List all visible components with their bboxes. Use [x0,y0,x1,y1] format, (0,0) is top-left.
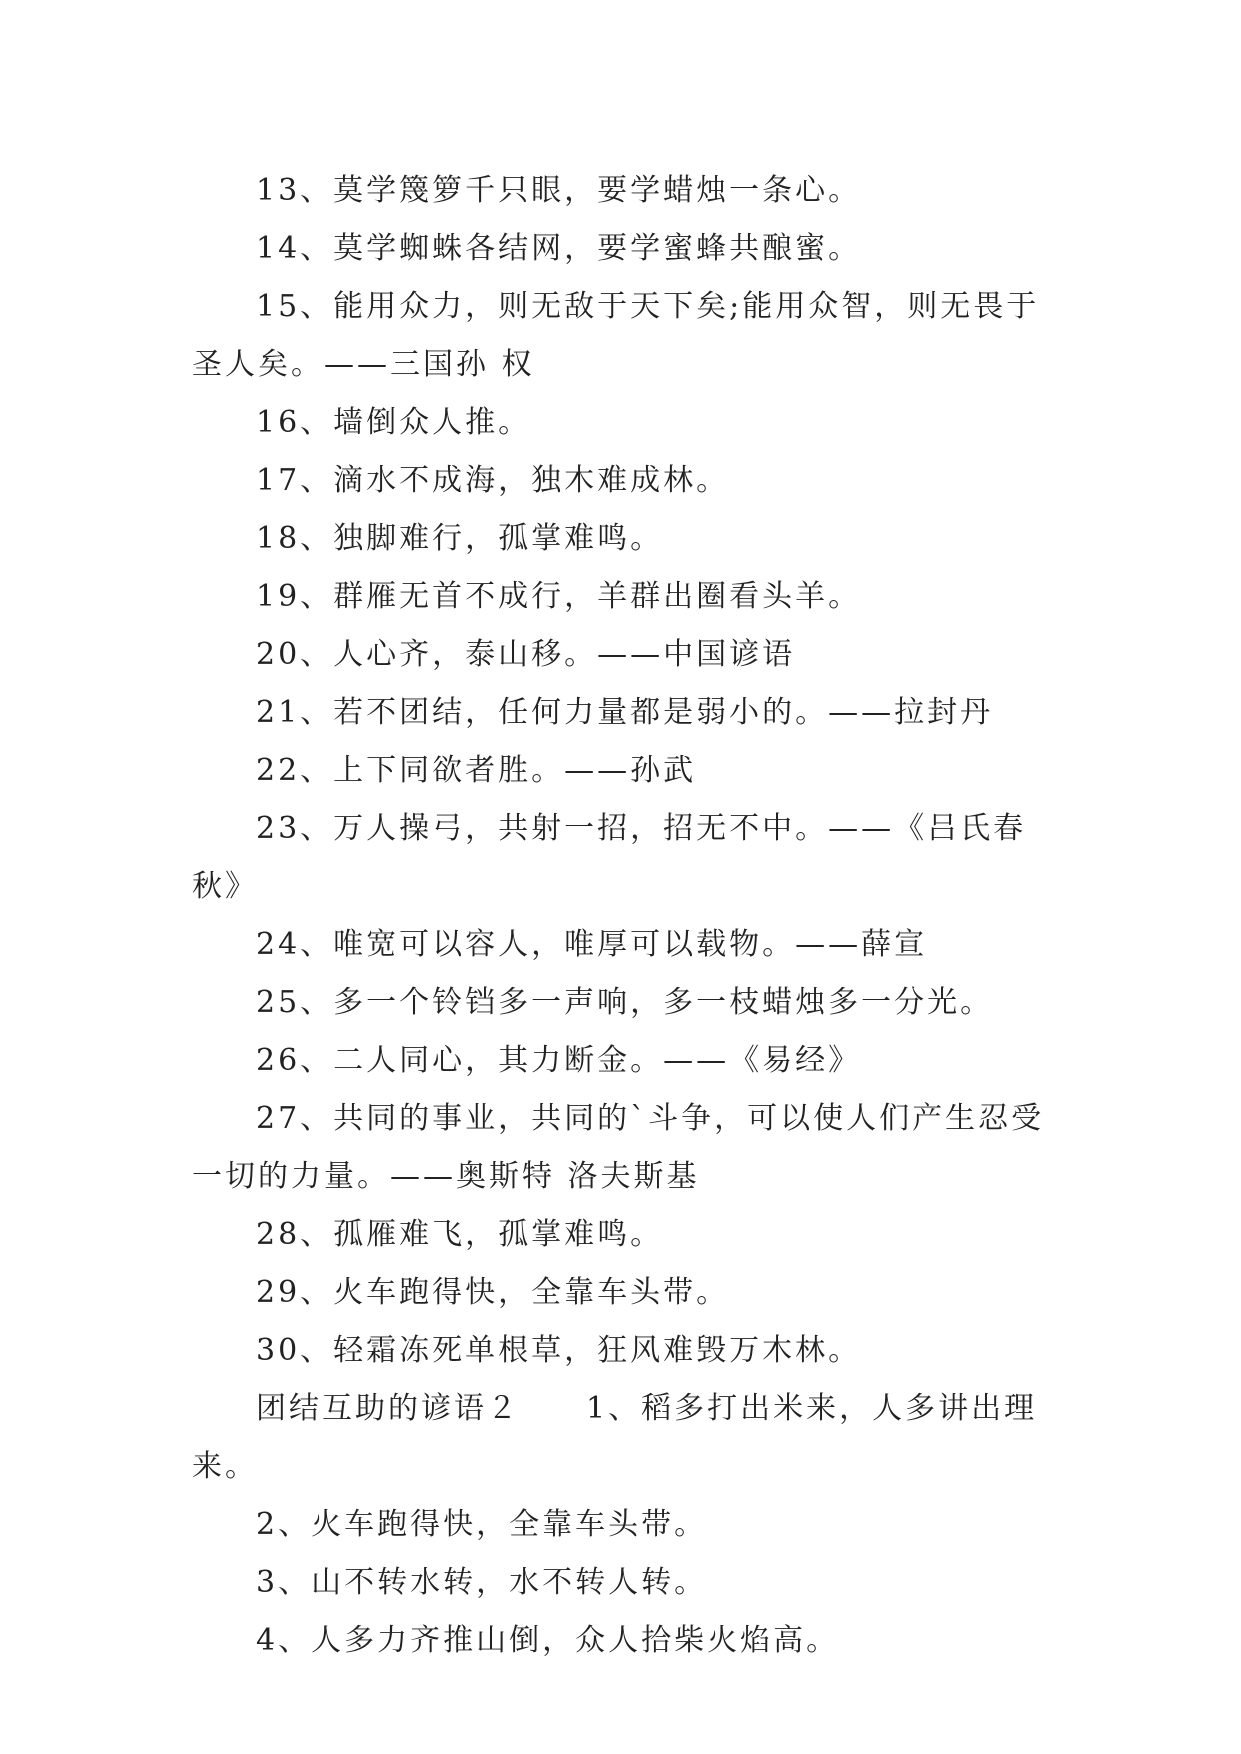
proverb-14: 14、莫学蜘蛛各结网，要学蜜蜂共酿蜜。 [256,231,862,266]
proverb-20: 20、人心齐，泰山移。——中国谚语 [256,637,796,672]
proverb-24: 24、唯宽可以容人，唯厚可以载物。——薛宣 [256,927,928,962]
proverb-2-3: 3、山不转水转，水不转人转。 [256,1565,708,1600]
proverb-25: 25、多一个铃铛多一声响，多一枝蜡烛多一分光。 [256,985,994,1020]
proverb-13: 13、莫学篾箩千只眼，要学蜡烛一条心。 [256,173,862,208]
section-heading-proverbs-2: 团结互助的谚语２ 1、稻多打出米来，人多讲出理来。 [192,1391,1038,1484]
proverb-19: 19、群雁无首不成行，羊群出圈看头羊。 [256,579,862,614]
proverb-15: 15、能用众力，则无敌于天下矣;能用众智，则无畏于圣人矣。——三国孙 权 [192,289,1040,382]
proverb-26: 26、二人同心，其力断金。——《易经》 [256,1043,862,1078]
proverb-17: 17、滴水不成海，独木难成林。 [256,463,730,498]
proverb-23: 23、万人操弓，共射一招，招无不中。——《吕氏春秋》 [192,811,1027,904]
proverb-22: 22、上下同欲者胜。——孙武 [256,753,697,788]
proverb-2-2: 2、火车跑得快，全靠车头带。 [256,1507,708,1542]
proverb-27: 27、共同的事业，共同的`斗争，可以使人们产生忍受一切的力量。——奥斯特 洛夫斯基 [192,1101,1045,1194]
proverb-28: 28、孤雁难飞，孤掌难鸣。 [256,1217,664,1252]
proverb-21: 21、若不团结，任何力量都是弱小的。——拉封丹 [256,695,994,730]
proverb-18: 18、独脚难行，孤掌难鸣。 [256,521,664,556]
proverb-16: 16、墙倒众人推。 [256,405,532,440]
proverb-2-4: 4、人多力齐推山倒，众人拾柴火焰高。 [256,1623,840,1658]
document-body [192,162,1052,1670]
proverb-29: 29、火车跑得快，全靠车头带。 [256,1275,730,1310]
proverb-30: 30、轻霜冻死单根草，狂风难毁万木林。 [256,1333,862,1368]
